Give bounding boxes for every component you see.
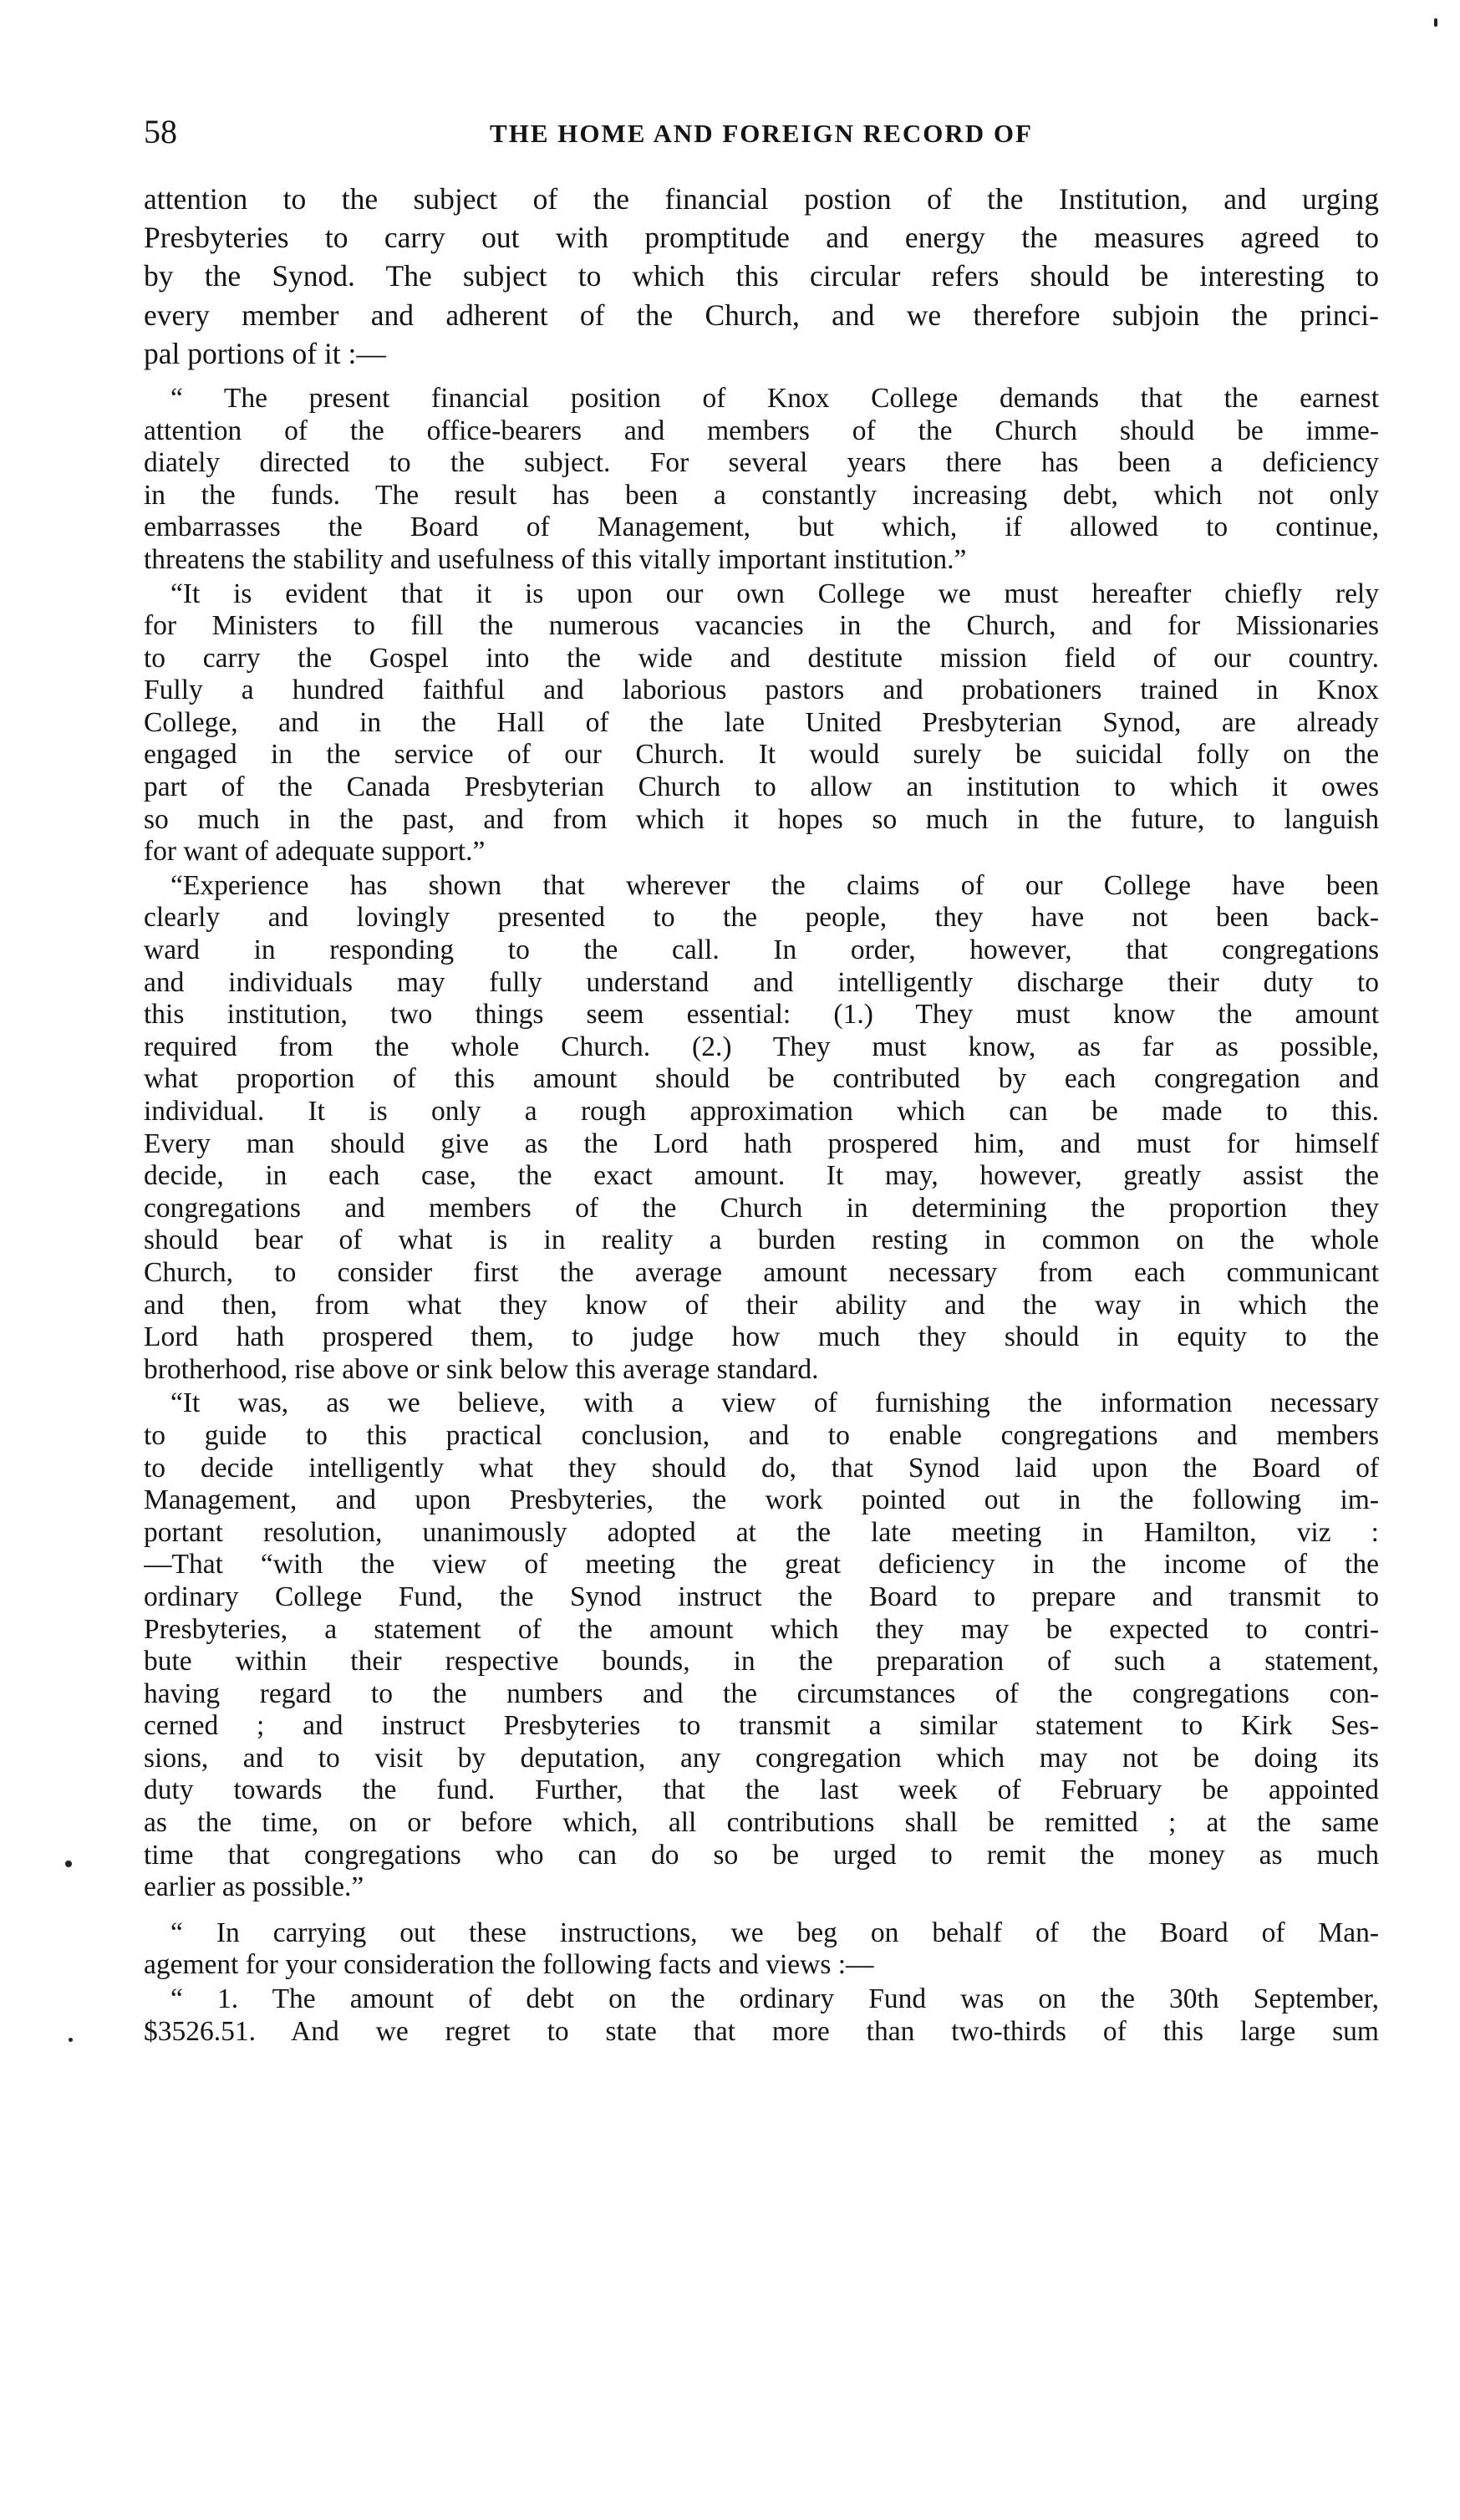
quoted-paragraph: [144, 1387, 1379, 1904]
text-line: brotherhood, rise above or sink below this average standard.: [144, 1353, 819, 1385]
text-line: Management, and upon Presbyteries, the work pointed out in the following im-: [144, 1484, 1379, 1516]
text-line: this institution, two things seem essential: (1.) They must know the amount: [144, 999, 1379, 1031]
margin-ink-dot: [1434, 18, 1437, 27]
quoted-paragraph: [144, 1983, 1379, 2048]
text-line: congregations and members of the Church in determining the proportion they: [144, 1192, 1379, 1224]
text-line: having regard to the numbers and the circumstances of the congregations con-: [144, 1677, 1379, 1709]
text-line: threatens the stability and usefulness of this vitally important institution.”: [144, 543, 967, 575]
text-line: $3526.51. And we regret to state that more than two-thirds of this large sum: [144, 2015, 1379, 2047]
text-line: to decide intelligently what they should do, that Synod laid upon the Board of: [144, 1452, 1379, 1484]
text-line: cerned ; and instruct Presbyteries to transmit a similar statement to Kirk Ses-: [144, 1710, 1379, 1742]
quoted-paragraph: [144, 578, 1379, 868]
text-line: to guide to this practical conclusion, and to enable congregations and members: [144, 1419, 1379, 1451]
text-line: so much in the past, and from which it hopes so much in the future, to languish: [144, 803, 1379, 835]
text-line: clearly and lovingly presented to the people, they have not been back-: [144, 902, 1379, 934]
text-line: required from the whole Church. (2.) They must know, as far as possible,: [144, 1031, 1379, 1062]
margin-ink-dot: [65, 1861, 72, 1867]
text-line: earlier as possible.”: [144, 1871, 364, 1903]
text-line: portant resolution, unanimously adopted at the late meeting in Hamilton, viz :: [144, 1516, 1379, 1548]
text-line: pal portions of it :—: [144, 336, 386, 370]
text-line: and then, from what they know of their ability and the way in which the: [144, 1289, 1379, 1321]
text-line: for Ministers to fill the numerous vacancies in the Church, and for Missionaries: [144, 610, 1379, 642]
text-line: “It was, as we believe, with a view of furnishing the information necessary: [170, 1387, 1379, 1419]
text-line: agement for your consideration the following facts and views :—: [144, 1949, 874, 1981]
text-line: ordinary College Fund, the Synod instruct the Board to prepare and transmit to: [144, 1581, 1379, 1612]
text-line: as the time, on or before which, all contributions shall be remitted ; at the same: [144, 1807, 1379, 1839]
text-line: duty towards the fund. Further, that the last week of February be appointed: [144, 1774, 1379, 1806]
quoted-paragraph: [144, 383, 1379, 577]
text-line: Fully a hundred faithful and laborious pastors and probationers trained in Knox: [144, 675, 1379, 706]
text-line: attention of the office-bearers and members of the Church should be imme-: [144, 415, 1379, 446]
text-line: should bear of what is in reality a burden resting in common on the whole: [144, 1224, 1379, 1256]
quoted-paragraph: [144, 870, 1379, 1387]
text-line: diately directed to the subject. For several years there has been a deficiency: [144, 447, 1379, 479]
text-line: Every man should give as the Lord hath prospered him, and must for himself: [144, 1128, 1379, 1159]
margin-ink-dot: [69, 2038, 73, 2042]
quoted-paragraph: [144, 1917, 1379, 1982]
text-line: “Experience has shown that wherever the claims of our College have been: [170, 869, 1379, 901]
text-line: engaged in the service of our Church. It would surely be suicidal folly on the: [144, 739, 1379, 771]
text-line: Lord hath prospered them, to judge how much they should in equity to the: [144, 1321, 1379, 1353]
page-number: 58: [144, 113, 177, 150]
text-line: decide, in each case, the exact amount. It may, however, greatly assist the: [144, 1160, 1379, 1192]
text-line: embarrasses the Board of Management, but which, if allowed to continue,: [144, 512, 1379, 543]
circular-quotation: [144, 383, 1379, 2048]
intro-paragraph: [144, 180, 1379, 373]
text-line: “ The present financial position of Knox College demands that the earnest: [170, 382, 1379, 414]
page-body: [144, 180, 1379, 2048]
text-line: time that congregations who can do so be urged to remit the money as much: [144, 1839, 1379, 1871]
text-line: Church, to consider first the average amount necessary from each communicant: [144, 1256, 1379, 1288]
text-line: for want of adequate support.”: [144, 836, 486, 868]
text-line: bute within their respective bounds, in the preparation of such a statement,: [144, 1646, 1379, 1677]
text-line: in the funds. The result has been a constantly increasing debt, which not only: [144, 479, 1379, 511]
text-line: ward in responding to the call. In order, however, that congregations: [144, 934, 1379, 966]
text-line: to carry the Gospel into the wide and destitute mission field of our country.: [144, 642, 1379, 674]
text-line: Presbyteries to carry out with promptitude and energy the measures agreed to: [144, 221, 1379, 255]
text-line: sions, and to visit by deputation, any congregation which may not be doing its: [144, 1742, 1379, 1774]
text-line: by the Synod. The subject to which this circular refers should be interesting to: [144, 259, 1379, 293]
text-line: “ In carrying out these instructions, we beg on behalf of the Board of Man-: [170, 1917, 1379, 1948]
text-line: every member and adherent of the Church, and we therefore subjoin the princi-: [144, 298, 1379, 332]
text-line: College, and in the Hall of the late United Presbyterian Synod, are already: [144, 706, 1379, 738]
text-line: what proportion of this amount should be contributed by each congregation and: [144, 1063, 1379, 1095]
text-line: attention to the subject of the financial postion of the Institution, and urging: [144, 182, 1379, 216]
text-line: —That “with the view of meeting the great deficiency in the income of the: [144, 1549, 1379, 1581]
text-line: “It is evident that it is upon our own College we must hereafter chiefly rely: [170, 578, 1379, 609]
text-line: Presbyteries, a statement of the amount which they may be expected to contri-: [144, 1613, 1379, 1645]
text-line: “ 1. The amount of debt on the ordinary Fund was on the 30th September,: [170, 1983, 1379, 2015]
page-header: [144, 107, 1379, 157]
text-line: individual. It is only a rough approximation which can be made to this.: [144, 1096, 1379, 1127]
text-line: and individuals may fully understand and intelligently discharge their duty to: [144, 966, 1379, 998]
text-line: part of the Canada Presbyterian Church to allow an institution to which it owes: [144, 771, 1379, 803]
running-title: THE HOME AND FOREIGN RECORD OF: [490, 119, 1033, 148]
